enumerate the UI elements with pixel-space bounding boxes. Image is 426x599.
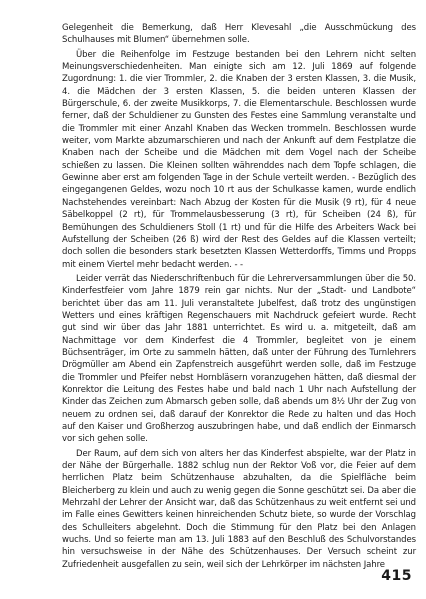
paragraph: Der Raum, auf dem sich von alters her das Kinderfest abspielte, war der Platz in der Nähe der Bürgerhalle. 1882 schlug nun der Rektor Voß vor, die Feier auf dem herrlichen Platz beim Schützenhause abzuhalten, da die Spielfläche beim Bleicherberg zu klein und auch zu wenig gegen die Sonne geschützt sei. Da aber die Mehrzahl der Lehrer der Ansicht war, daß das Schützenhaus zu weit entfernt sei und im Falle eines Gewitters keinen hinreichenden Schutz biete, so wurde der Vorschlag des Schulleiters abgelehnt. Doch die Stimmung für den Platz bei den Anlagen wuchs. Und so feierte man am 13. Juli 1883 auf den Beschluß des Schulvorstandes hin versuchsweise in der Nähe des Schützenhauses. Der Versuch scheint zur Zufriedenheit ausgefallen zu sein, weil sich der Lehrkörper im nächsten Jahre bbox=[62, 448, 416, 570]
page-number: 415 bbox=[381, 568, 412, 584]
body-text bbox=[62, 22, 416, 571]
paragraph: Leider verrät das Niederschriftenbuch für die Lehrerversammlungen über die 50. Kinderfestfeier vom Jahre 1879 rein gar nichts. Nur der „Stadt- und Landbote“ berichtet über das am 11. Juli veranstaltete Jubelfest, daß trotz des ungünstigen Wetters und eines kräftigen Regenschauers mit Nachdruck gefeiert wurde. Recht gut sind wir über das Jahr 1881 unterrichtet. Es wird u. a. mitgeteilt, daß am Nachmittage vor dem Kinderfest die 4 Trommler, begleitet von je einem Büchsenträger, im Orte zu sammeln hätten, daß unter der Führung des Turnlehrers Drögmüller am Abend ein Zapfenstreich ausgeführt werden solle, daß im Festzuge die Trommler und Pfeifer nebst Hornbläsern voranzugehen hätten, daß diesmal der Konrektor die Leitung des Festes habe und bald nach 1 Uhr nach Aufstellung der Kinder das Zeichen zum Abmarsch geben solle, daß abends um 8½ Uhr der Zug von neuem zu ordnen sei, daß darauf der Konrektor die Rede zu halten und das Hoch auf den Kaiser und Großherzog auszubringen habe, und daß endlich der Einmarsch vor sich gehen solle. bbox=[62, 273, 416, 445]
paragraph: Über die Reihenfolge im Festzuge bestanden bei den Lehrern nicht selten Meinungsverschiedenheiten. Man einigte sich am 12. Juli 1869 auf folgende Zugordnung: 1. die vier Trommler, 2. die Knaben der 3 ersten Klassen, 3. die Musik, 4. die Mädchen der 3 ersten Klassen, 5. die beiden unteren Klassen der Bürgerschule, 6. der zweite Musikkorps, 7. die Elementarschule. Beschlossen wurde ferner, daß der Schuldiener zu Gunsten des Festes eine Sammlung veranstalte und die Trommler mit einer Anzahl Knaben das Wecken trommeln. Beschlossen wurde weiter, vom Markte abzumarschieren und nach der Ankunft auf dem Festplatze die Knaben nach der Scheibe und die Mädchen mit dem Vogel nach der Scheibe schießen zu lassen. Die Kleinen sollten währenddes nach dem Topfe schlagen, die Gewinne aber erst am folgenden Tage in der Schule verteilt werden. - Bezüglich des eingegangenen Geldes, wozu noch 10 rt aus der Schulkasse kamen, wurde endlich Nachstehendes vereinbart: Nach Abzug der Kosten für die Musik (9 rt), für 4 neue Säbelkoppel (2 rt), für Trommelausbesserung (3 rt), für Scheiben (24 ß), für Bemühungen des Schuldieners Stoll (1 rt) und für die Hilfe des Arbeiters Wack bei Aufstellung der Scheiben (26 ß) wird der Rest des Geldes auf die Klassen verteilt; doch sollen die besonders stark besetzten Klassen Wetterdorffs, Timms und Propps mit einem Viertel mehr bedacht werden. - - bbox=[62, 49, 416, 270]
paragraph: Gelegenheit die Bemerkung, daß Herr Klevesahl „die Ausschmückung des Schulhauses mit Blumen“ übernehmen solle. bbox=[62, 23, 416, 46]
